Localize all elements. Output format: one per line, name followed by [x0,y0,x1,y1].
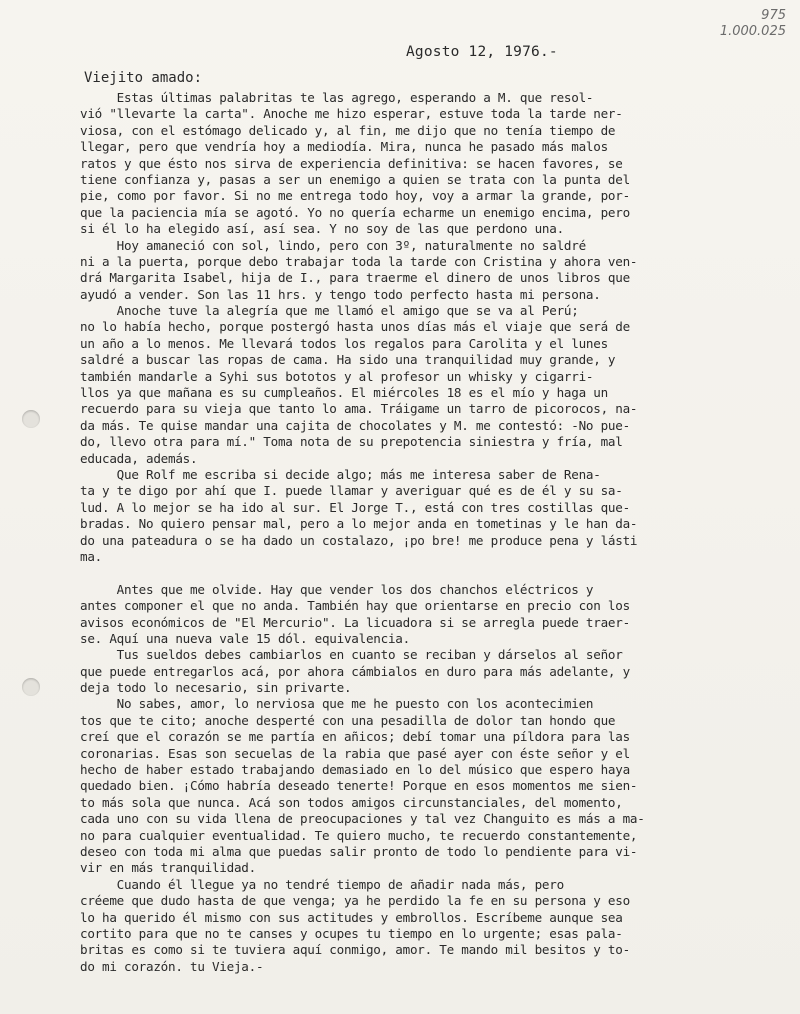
letter-line: pie, como por favor. Si no me entrega todo hoy, voy a armar la grande, por- [80,188,630,204]
letter-line: deja todo lo necesario, sin privarte. [80,680,352,696]
punch-hole [22,678,40,696]
letter-line: Cuando él llegue ya no tendré tiempo de añadir nada más, pero [80,876,564,892]
letter-line: ma. [80,548,102,564]
punch-hole [22,410,40,428]
letter-line: do una pateadura o se ha dado un costalazo, ¡po bre! me produce pena y lásti [80,532,638,548]
letter-line: también mandarle a Syhi sus bototos y al profesor un whisky y cigarri- [80,368,594,384]
letter-line: No sabes, amor, lo nerviosa que me he puesto con los acontecimien [80,696,594,712]
letter-line: ta y te digo por ahí que I. puede llamar y averiguar qué es de él y su sa- [80,483,623,499]
archive-number-secondary: 1.000.025 [719,24,786,39]
letter-line: no lo había hecho, porque postergó hasta unos días más el viaje que será de [80,319,630,335]
letter-line: recuerdo para su vieja que tanto lo ama. Tráigame un tarro de picorocos, na- [80,401,638,417]
letter-line: drá Margarita Isabel, hija de I., para traerme el dinero de unos libros que [80,270,630,286]
letter-line: viosa, con el estómago delicado y, al fin, me dijo que no tenía tiempo de [80,122,616,138]
letter-line: lo ha querido él mismo con sus actitudes y embrollos. Escríbeme aunque sea [80,909,623,925]
letter-line: educada, además. [80,450,198,466]
letter-line: se. Aquí una nueva vale 15 dól. equivalencia. [80,630,410,646]
letter-line: quedado bien. ¡Cómo habría deseado tenerte! Porque en esos momentos me sien- [80,778,638,794]
letter-line: Estas últimas palabritas te las agrego, esperando a M. que resol- [80,90,594,105]
letter-line: vió "llevarte la carta". Anoche me hizo esperar, estuve toda la tarde ner- [80,106,623,122]
letter-line: que puede entregarlos acá, por ahora cámbialos en duro para más adelante, y [80,663,630,679]
letter-line: avisos económicos de "El Mercurio". La licuadora si se arregla puede traer- [80,614,630,630]
letter-line: creí que el corazón se me partía en añicos; debí tomar una píldora para las [80,729,630,745]
archive-number-primary: 975 [761,8,786,23]
letter-line: to más sola que nunca. Acá son todos amigos circunstanciales, del momento, [80,794,623,810]
letter-line: Antes que me olvide. Hay que vender los dos chanchos eléctricos y [80,581,594,597]
archive-number [720,8,786,40]
letter-line: britas es como si te tuviera aquí conmigo, amor. Te mando mil besitos y to- [80,942,630,958]
letter-line: no para cualquier eventualidad. Te quiero mucho, te recuerdo constantemente, [80,827,638,843]
letter-line: llegar, pero que vendría hoy a mediodía. Mira, nunca he pasado más malos [80,139,608,155]
letter-body [80,90,780,975]
letter-line: ratos y que ésto nos sirva de experiencia definitiva: se hacen favores, se [80,155,623,171]
letter-line: tos que te cito; anoche desperté con una pesadilla de dolor tan hondo que [80,712,616,728]
letter-line: do, llevo otra para mí." Toma nota de su prepotencia siniestra y fría, mal [80,434,623,450]
letter-line: Que Rolf me escriba si decide algo; más me interesa saber de Rena- [80,466,601,482]
letter-salutation: Viejito amado: [84,70,203,86]
letter-line: cortito para que no te canses y ocupes tu tiempo en lo urgente; esas pala- [80,925,623,941]
letter-line: da más. Te quise mandar una cajita de chocolates y M. me contestó: -No pue- [80,417,630,433]
letter-line: Hoy amaneció con sol, lindo, pero con 3º, naturalmente no saldré [80,237,586,253]
letter-line: saldré a buscar las ropas de cama. Ha sido una tranquilidad muy grande, y [80,352,616,368]
letter-line: créeme que dudo hasta de que venga; ya he perdido la fe en su persona y eso [80,893,630,909]
letter-line: deseo con toda mi alma que puedas salir pronto de todo lo pendiente para vi- [80,843,638,859]
letter-line: un año a lo menos. Me llevará todos los regalos para Carolita y el lunes [80,335,608,351]
letter-line: hecho de haber estado trabajando demasiado en lo del músico que espero haya [80,762,630,778]
letter-line: coronarias. Esas son secuelas de la rabia que pasé ayer con éste señor y el [80,745,630,761]
letter-line: que la paciencia mía se agotó. Yo no quería echarme un enemigo encima, pero [80,204,630,220]
letter-line: Anoche tuve la alegría que me llamó el amigo que se va al Perú; [80,303,579,319]
letter-line: antes componer el que no anda. También hay que orientarse en precio con los [80,598,630,614]
letter-line: ni a la puerta, porque debo trabajar toda la tarde con Cristina y ahora ven- [80,253,638,269]
letter-line [80,565,780,581]
letter-line: bradas. No quiero pensar mal, pero a lo mejor anda en tometinas y le han da- [80,516,638,532]
letter-line: cada uno con su vida llena de preocupaciones y tal vez Changuito es más a ma- [80,811,645,827]
letter-date: Agosto 12, 1976.- [406,44,558,60]
letter-line: llos ya que mañana es su cumpleaños. El miércoles 18 es el mío y haga un [80,385,608,401]
letter-line: ayudó a vender. Son las 11 hrs. y tengo todo perfecto hasta mi persona. [80,286,601,302]
letter-line: Tus sueldos debes cambiarlos en cuanto se reciban y dárselos al señor [80,647,623,663]
letter-line: vir en más tranquilidad. [80,860,256,876]
letter-line: tiene confianza y, pasas a ser un enemigo a quien se trata con la punta del [80,171,630,187]
letter-line: lud. A lo mejor se ha ido al sur. El Jorge T., está con tres costillas que- [80,499,630,515]
letter-line: si él lo ha elegido así, así sea. Y no soy de las que perdono una. [80,221,564,237]
letter-line: do mi corazón. tu Vieja.- [80,958,264,974]
